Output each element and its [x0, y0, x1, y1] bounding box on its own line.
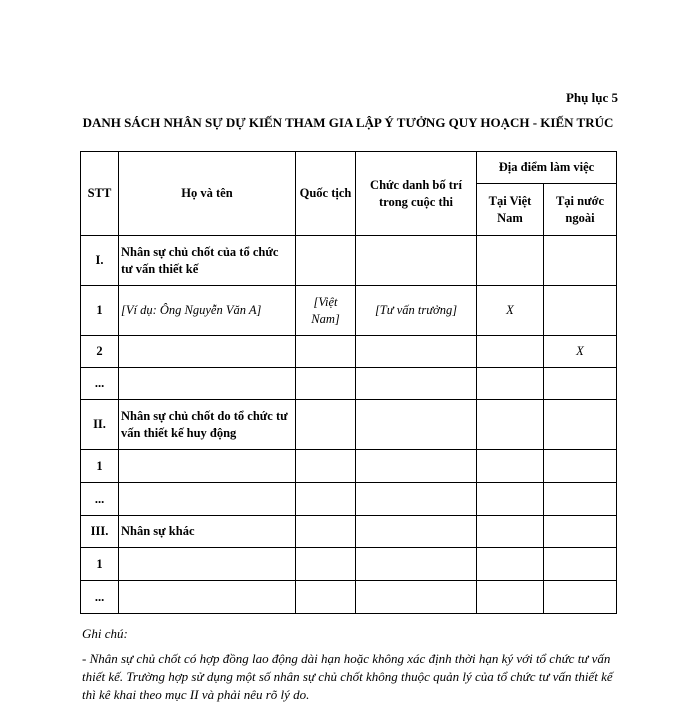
cell-name: Nhân sự khác: [119, 516, 296, 548]
cell-stt: I.: [81, 236, 119, 286]
cell-position: [356, 548, 477, 581]
cell-name: [119, 581, 296, 614]
header-location: Địa điểm làm việc: [477, 152, 617, 184]
cell-abroad: [544, 400, 617, 450]
cell-abroad: X: [544, 336, 617, 368]
cell-abroad: [544, 450, 617, 483]
cell-abroad: [544, 236, 617, 286]
cell-in-vietnam: X: [477, 286, 544, 336]
cell-in-vietnam: [477, 336, 544, 368]
staff-table: [80, 151, 617, 614]
notes-title: Ghi chú:: [82, 626, 128, 641]
cell-nationality: [296, 336, 356, 368]
cell-position: [356, 581, 477, 614]
cell-stt: III.: [81, 516, 119, 548]
cell-nationality: [296, 400, 356, 450]
table-row: [81, 286, 617, 336]
cell-nationality: [296, 548, 356, 581]
cell-name: Nhân sự chủ chốt của tổ chức tư vấn thiết kế: [119, 236, 296, 286]
cell-abroad: [544, 483, 617, 516]
cell-stt: II.: [81, 400, 119, 450]
header-position: Chức danh bố trí trong cuộc thi: [356, 152, 477, 236]
header-stt: STT: [81, 152, 119, 236]
cell-in-vietnam: [477, 368, 544, 400]
header-nationality: Quốc tịch: [296, 152, 356, 236]
cell-abroad: [544, 581, 617, 614]
header-name: Họ và tên: [119, 152, 296, 236]
cell-nationality: [296, 581, 356, 614]
cell-position: [356, 236, 477, 286]
table-row: [81, 368, 617, 400]
cell-in-vietnam: [477, 516, 544, 548]
table-row: [81, 548, 617, 581]
table-row: [81, 236, 617, 286]
cell-abroad: [544, 548, 617, 581]
table-row: [81, 336, 617, 368]
cell-name: [119, 336, 296, 368]
cell-stt: 1: [81, 548, 119, 581]
table-row: [81, 516, 617, 548]
cell-position: [356, 336, 477, 368]
cell-name: [119, 548, 296, 581]
table-row: [81, 483, 617, 516]
table-row: [81, 400, 617, 450]
cell-stt: ...: [81, 581, 119, 614]
cell-name: Nhân sự chủ chốt do tổ chức tư vấn thiết kế huy động: [119, 400, 296, 450]
cell-nationality: [296, 236, 356, 286]
cell-position: [Tư vấn trưởng]: [356, 286, 477, 336]
cell-nationality: [296, 483, 356, 516]
cell-in-vietnam: [477, 450, 544, 483]
cell-abroad: [544, 368, 617, 400]
cell-nationality: [296, 450, 356, 483]
appendix-label: Phụ lục 5: [565, 90, 618, 105]
cell-nationality: [Việt Nam]: [296, 286, 356, 336]
cell-stt: ...: [81, 483, 119, 516]
cell-name: [119, 368, 296, 400]
cell-in-vietnam: [477, 236, 544, 286]
cell-stt: 2: [81, 336, 119, 368]
table-row: [81, 581, 617, 614]
header-abroad: Tại nước ngoài: [544, 184, 617, 236]
cell-in-vietnam: [477, 483, 544, 516]
cell-position: [356, 400, 477, 450]
cell-name: [Ví dụ: Ông Nguyễn Văn A]: [119, 286, 296, 336]
cell-name: [119, 450, 296, 483]
cell-name: [119, 483, 296, 516]
cell-position: [356, 516, 477, 548]
cell-stt: 1: [81, 450, 119, 483]
cell-stt: ...: [81, 368, 119, 400]
cell-abroad: [544, 516, 617, 548]
cell-in-vietnam: [477, 400, 544, 450]
document-title: DANH SÁCH NHÂN SỰ DỰ KIẾN THAM GIA LẬP Ý TƯỞNG QUY HOẠCH - KIẾN TRÚC: [82, 115, 614, 130]
cell-in-vietnam: [477, 581, 544, 614]
cell-position: [356, 450, 477, 483]
cell-stt: 1: [81, 286, 119, 336]
cell-position: [356, 368, 477, 400]
cell-position: [356, 483, 477, 516]
notes-body: - Nhân sự chủ chốt có hợp đồng lao động dài hạn hoặc không xác định thời hạn ký với tổ chức tư vấn thiết kế. Trường hợp sử dụng một số nhân sự chủ chốt không thuộc quản lý của tổ chức tư vấn thiết kế thì kê khai theo mục II và phải nêu rõ lý do.: [82, 651, 613, 702]
header-in-vietnam: Tại Việt Nam: [477, 184, 544, 236]
cell-abroad: [544, 286, 617, 336]
header-row-1: [81, 152, 617, 184]
table-row: [81, 450, 617, 483]
cell-nationality: [296, 516, 356, 548]
cell-nationality: [296, 368, 356, 400]
cell-in-vietnam: [477, 548, 544, 581]
